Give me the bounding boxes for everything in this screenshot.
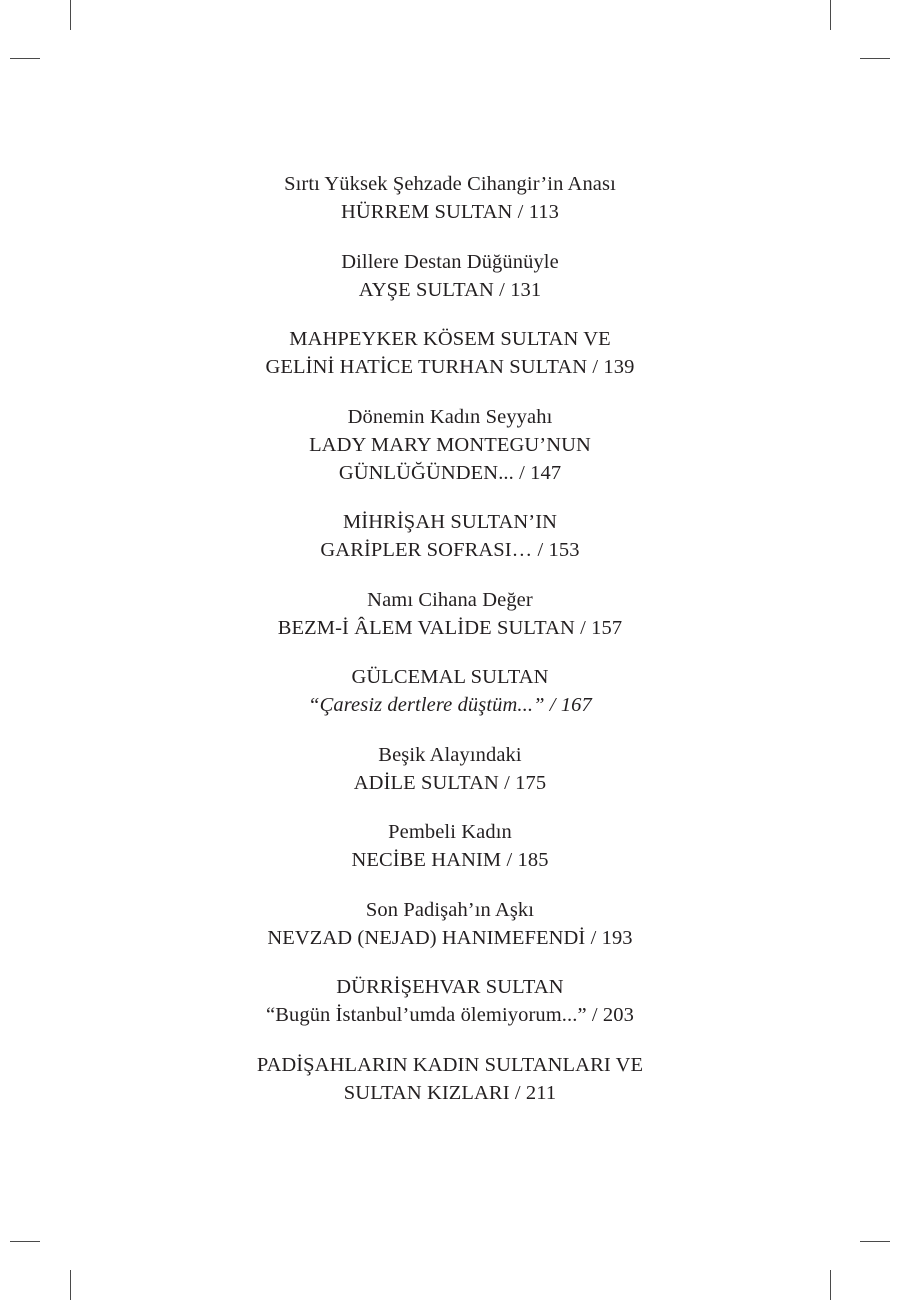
toc-entry-title: GARİPLER SOFRASI… / 153 bbox=[320, 539, 580, 561]
crop-mark-bottom-right-horizontal bbox=[860, 1241, 890, 1242]
crop-mark-bottom-left-horizontal bbox=[10, 1241, 40, 1242]
toc-entry bbox=[0, 818, 900, 874]
toc-entry-title: GÜLCEMAL SULTAN bbox=[351, 666, 549, 688]
crop-mark-top-right-vertical bbox=[830, 0, 831, 30]
toc-entry bbox=[0, 170, 900, 226]
toc-entry-title: HÜRREM SULTAN / 113 bbox=[340, 201, 559, 223]
crop-mark-bottom-right-vertical bbox=[830, 1270, 831, 1300]
toc-entry-title: MİHRİŞAH SULTAN’IN bbox=[342, 511, 558, 533]
toc-entry bbox=[0, 896, 900, 952]
toc-entry bbox=[0, 973, 900, 1029]
toc-entry bbox=[0, 663, 900, 719]
toc-entry bbox=[0, 508, 900, 564]
crop-mark-bottom-left-vertical bbox=[70, 1270, 71, 1300]
toc-entry-subtitle: Pembeli Kadın bbox=[388, 821, 512, 843]
table-of-contents bbox=[0, 170, 900, 1128]
toc-entry bbox=[0, 741, 900, 797]
toc-entry-subtitle: Dönemin Kadın Seyyahı bbox=[347, 405, 553, 428]
toc-entry-title: LADY MARY MONTEGU’NUN bbox=[309, 433, 591, 456]
toc-entry-title: PADİŞAHLARIN KADIN SULTANLARI VE bbox=[256, 1053, 644, 1076]
toc-entry-subtitle: Namı Cihana Değer bbox=[367, 588, 533, 611]
toc-entry bbox=[0, 403, 900, 487]
toc-entry-title: NECİBE HANIM / 185 bbox=[351, 849, 549, 871]
toc-entry-quote: “Çaresiz dertlere düştüm...” / 167 bbox=[308, 694, 592, 716]
toc-entry-title: BEZM-İ ÂLEM VALİDE SULTAN / 157 bbox=[277, 616, 623, 639]
toc-entry bbox=[0, 1051, 900, 1107]
toc-entry-title: NEVZAD (NEJAD) HANIMEFENDİ / 193 bbox=[267, 926, 633, 949]
toc-entry-title: SULTAN KIZLARI / 211 bbox=[343, 1081, 557, 1104]
toc-entry-subtitle: Son Padişah’ın Aşkı bbox=[365, 898, 535, 921]
crop-mark-top-left-horizontal bbox=[10, 58, 40, 59]
crop-mark-top-right-horizontal bbox=[860, 58, 890, 59]
toc-entry-subtitle: Sırtı Yüksek Şehzade Cihangir’in Anası bbox=[284, 173, 616, 195]
toc-entry-subtitle: Beşik Alayındaki bbox=[378, 743, 522, 766]
crop-mark-top-left-vertical bbox=[70, 0, 71, 30]
toc-entry-title: ADİLE SULTAN / 175 bbox=[353, 771, 547, 794]
toc-entry-title: AYŞE SULTAN / 131 bbox=[358, 278, 542, 301]
toc-entry-title: DÜRRİŞEHVAR SULTAN bbox=[336, 976, 564, 998]
toc-entry-title: GÜNLÜĞÜNDEN... / 147 bbox=[338, 461, 562, 484]
toc-entry bbox=[0, 248, 900, 304]
toc-entry-quote: “Bugün İstanbul’umda ölemiyorum...” / 203 bbox=[266, 1004, 634, 1026]
toc-entry bbox=[0, 325, 900, 381]
toc-entry-subtitle: Dillere Destan Düğünüyle bbox=[341, 250, 559, 273]
toc-entry-title: GELİNİ HATİCE TURHAN SULTAN / 139 bbox=[265, 356, 635, 378]
toc-entry bbox=[0, 586, 900, 642]
toc-entry-title: MAHPEYKER KÖSEM SULTAN VE bbox=[289, 328, 611, 350]
